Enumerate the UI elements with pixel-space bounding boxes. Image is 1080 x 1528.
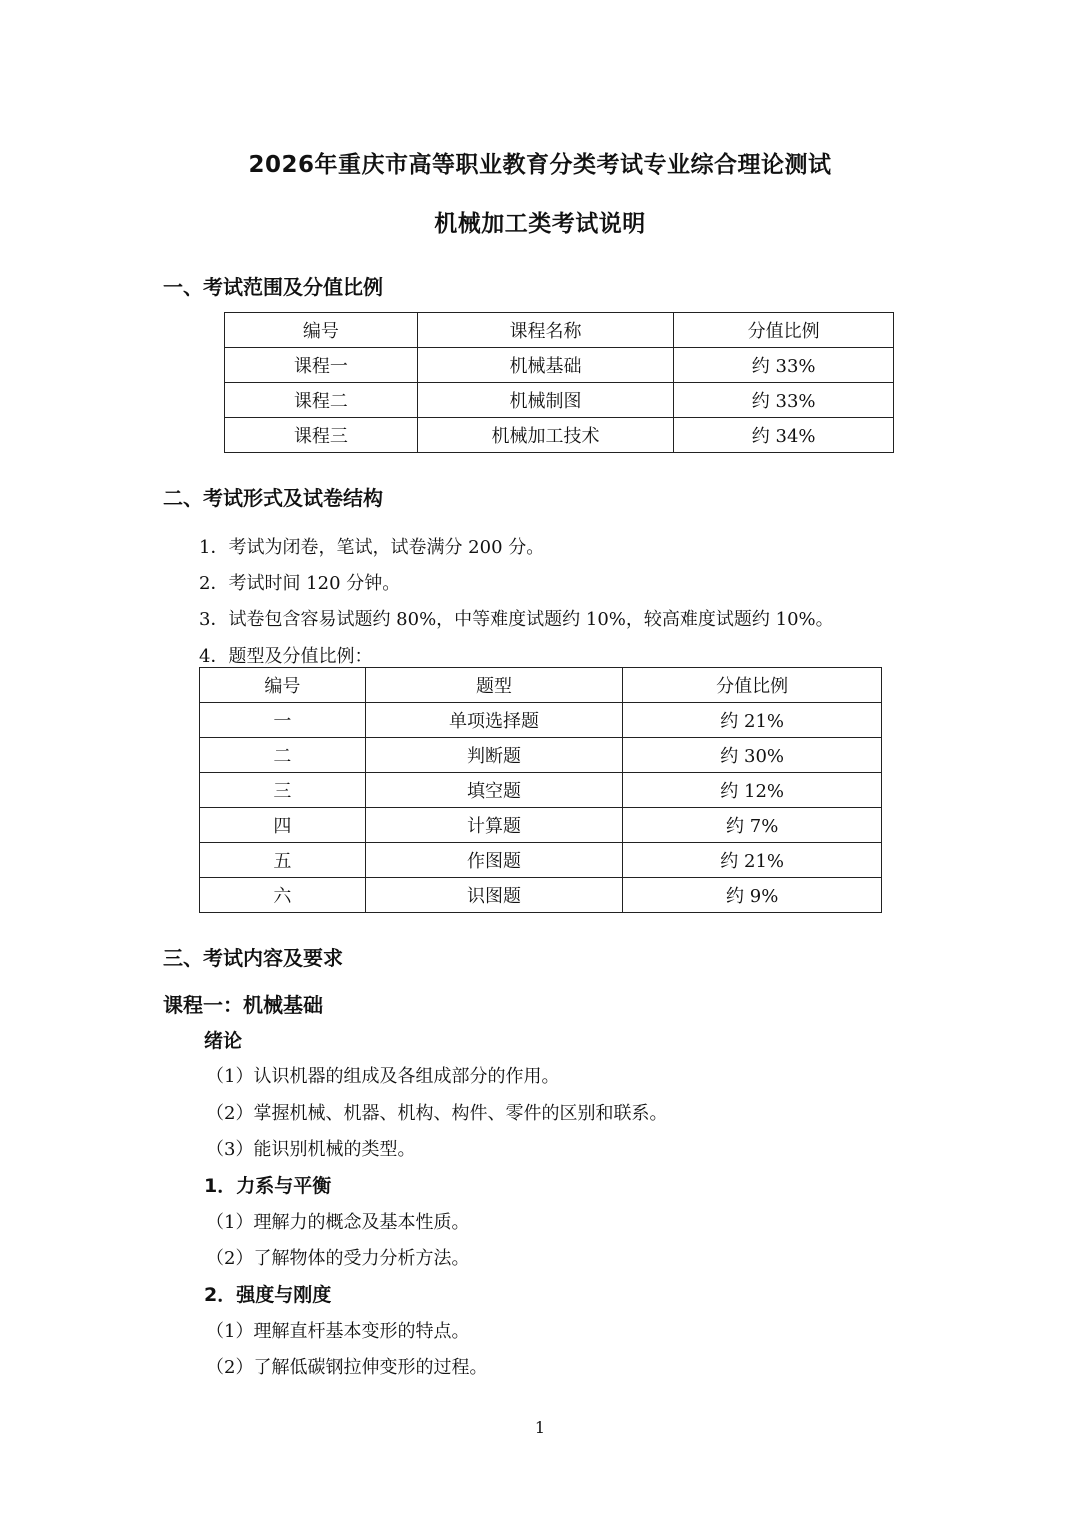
table-cell: 机械基础 [417,348,674,383]
course-heading: 课程一：机械基础 [163,993,323,1017]
table-header-row [200,668,882,703]
exam-form-item: 2．考试时间 120 分钟。 [199,573,401,594]
table-cell: 约 7% [623,808,882,843]
document-subtitle: 机械加工类考试说明 [434,211,646,237]
table-cell: 约 12% [623,773,882,808]
question-type-table [199,667,882,913]
header-cell: 编号 [200,668,366,703]
table-cell: 机械制图 [417,383,674,418]
table-row [225,383,894,418]
table-cell: 约 34% [674,418,894,453]
table-row [200,878,882,913]
table-cell: 课程二 [225,383,418,418]
table-cell: 判断题 [365,738,623,773]
intro-item: （1）认识机器的组成及各组成部分的作用。 [206,1066,560,1087]
exam-form-item: 1．考试为闭卷，笔试，试卷满分 200 分。 [199,537,545,558]
table-row [200,843,882,878]
table-cell: 作图题 [365,843,623,878]
table-cell: 二 [200,738,366,773]
topic1-item: （1）理解力的概念及基本性质。 [206,1212,470,1233]
topic1-item: （2）了解物体的受力分析方法。 [206,1248,470,1269]
section3-heading: 三、考试内容及要求 [163,946,343,970]
table-cell: 约 21% [623,843,882,878]
table-cell: 识图题 [365,878,623,913]
table-cell: 课程一 [225,348,418,383]
topic2-heading: 2．强度与刚度 [204,1284,332,1306]
table-row [200,773,882,808]
table-row [200,703,882,738]
page-number: 1 [534,1418,546,1437]
table-header-row [225,313,894,348]
section2-heading: 二、考试形式及试卷结构 [163,486,383,510]
table-cell: 五 [200,843,366,878]
table-cell: 约 33% [674,348,894,383]
table-cell: 单项选择题 [365,703,623,738]
table-cell: 六 [200,878,366,913]
header-cell: 分值比例 [674,313,894,348]
exam-form-item: 4．题型及分值比例： [199,646,373,667]
table-row [225,348,894,383]
header-cell: 编号 [225,313,418,348]
table-cell: 机械加工技术 [417,418,674,453]
exam-form-item: 3．试卷包含容易试题约 80%，中等难度试题约 10%，较高难度试题约 10%。 [199,609,834,630]
table-cell: 三 [200,773,366,808]
table-cell: 计算题 [365,808,623,843]
header-cell: 题型 [365,668,623,703]
document-title: 2026年重庆市高等职业教育分类考试专业综合理论测试 [248,152,832,178]
table-cell: 约 30% [623,738,882,773]
table-cell: 填空题 [365,773,623,808]
topic1-heading: 1．力系与平衡 [204,1175,332,1197]
table-cell: 约 9% [623,878,882,913]
intro-heading: 绪论 [204,1030,243,1052]
intro-item: （3）能识别机械的类型。 [206,1139,416,1160]
table-row [200,738,882,773]
section1-heading: 一、考试范围及分值比例 [163,275,383,299]
table-row [200,808,882,843]
topic2-item: （2）了解低碳钢拉伸变形的过程。 [206,1357,488,1378]
header-cell: 课程名称 [417,313,674,348]
table-cell: 课程三 [225,418,418,453]
table-cell: 四 [200,808,366,843]
table-row [225,418,894,453]
intro-item: （2）掌握机械、机器、机构、构件、零件的区别和联系。 [206,1103,668,1124]
header-cell: 分值比例 [623,668,882,703]
topic2-item: （1）理解直杆基本变形的特点。 [206,1321,470,1342]
course-score-table [224,312,894,453]
table-cell: 约 33% [674,383,894,418]
table-cell: 一 [200,703,366,738]
table-cell: 约 21% [623,703,882,738]
